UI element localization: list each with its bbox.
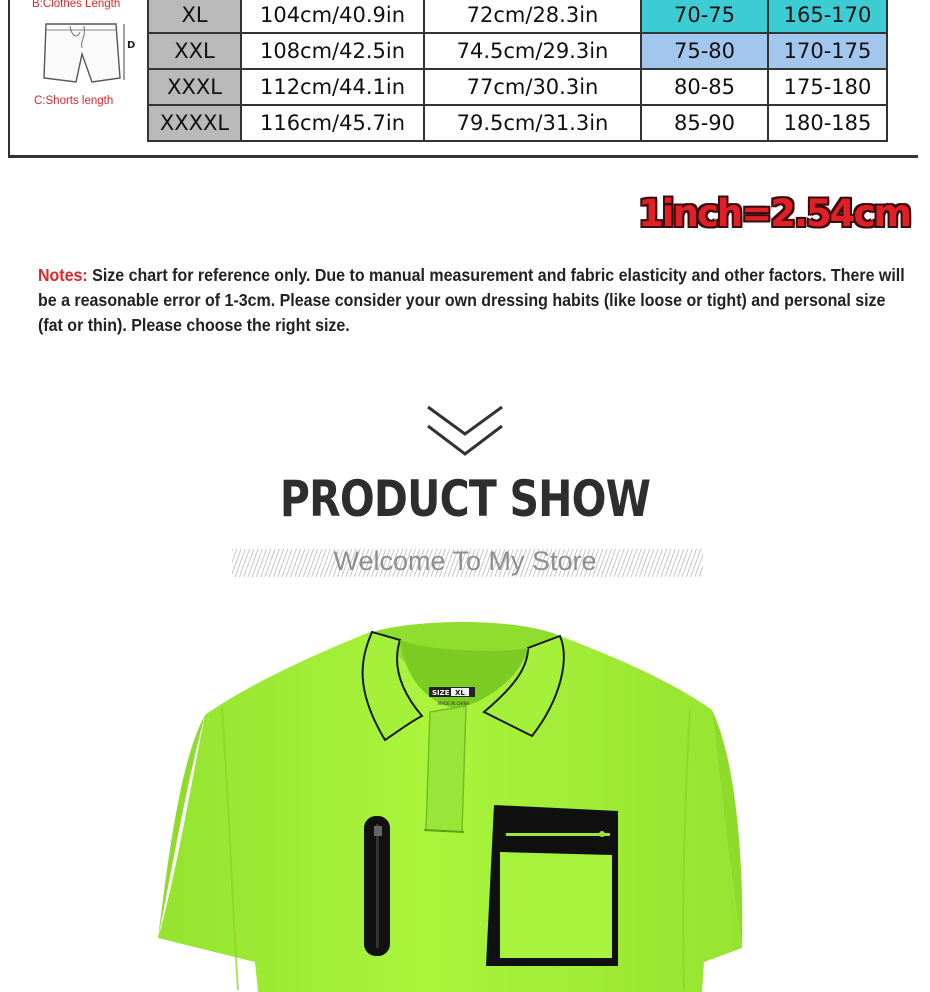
size-chart [8,0,918,159]
section-heading: PRODUCT SHOW [279,470,651,528]
height-cell: 180-185 [768,105,887,141]
chest-cell: 112cm/44.1in [241,69,424,105]
svg-text:SIZE: SIZE [432,689,450,697]
table-row [148,105,887,141]
notes-label: Notes: [38,265,88,285]
size-cell: XXXXL [148,105,241,141]
height-cell: 165-170 [768,0,887,33]
length-cell: 74.5cm/29.3in [424,33,641,69]
referee-shirt-image [0,600,930,992]
unit-conversion: 1inch=2.54cm [638,192,910,235]
size-notes [38,263,908,338]
table-bottom-rule [8,155,918,158]
double-chevron-down-icon [425,404,505,460]
svg-text:XL: XL [455,689,465,697]
shorts-length-marker: D [127,40,136,51]
weight-cell: 70-75 [641,0,768,33]
table-row [148,0,887,33]
svg-text:MADE IN CHINA: MADE IN CHINA [438,701,470,706]
chest-cell: 108cm/42.5in [241,33,424,69]
measurement-legend [8,0,149,157]
size-cell: XXXL [148,69,241,105]
clothes-length-label: B:Clothes Length [32,0,121,10]
chest-cell: 104cm/40.9in [241,0,424,33]
shorts-length-label: C:Shorts length [34,95,114,107]
notes-text: Size chart for reference only. Due to manual measurement and fabric elasticity and other factors. There will be a reasonable error of 1-3cm. Please consider your own dressing habits (like loose or tight) and personal size (fat or thin). Please choose the right size. [38,265,905,335]
size-cell: XL [148,0,241,33]
weight-cell: 75-80 [641,33,768,69]
chest-cell: 116cm/45.7in [241,105,424,141]
weight-cell: 85-90 [641,105,768,141]
length-cell: 79.5cm/31.3in [424,105,641,141]
height-cell: 170-175 [768,33,887,69]
height-cell: 175-180 [768,69,887,105]
table-row [148,69,887,105]
weight-cell: 80-85 [641,69,768,105]
shorts-diagram-icon [36,18,136,96]
size-table [147,0,888,142]
table-row [148,33,887,69]
length-cell: 72cm/28.3in [424,0,641,33]
section-subheading: Welcome To My Store [333,546,597,576]
size-cell: XXL [148,33,241,69]
length-cell: 77cm/30.3in [424,69,641,105]
